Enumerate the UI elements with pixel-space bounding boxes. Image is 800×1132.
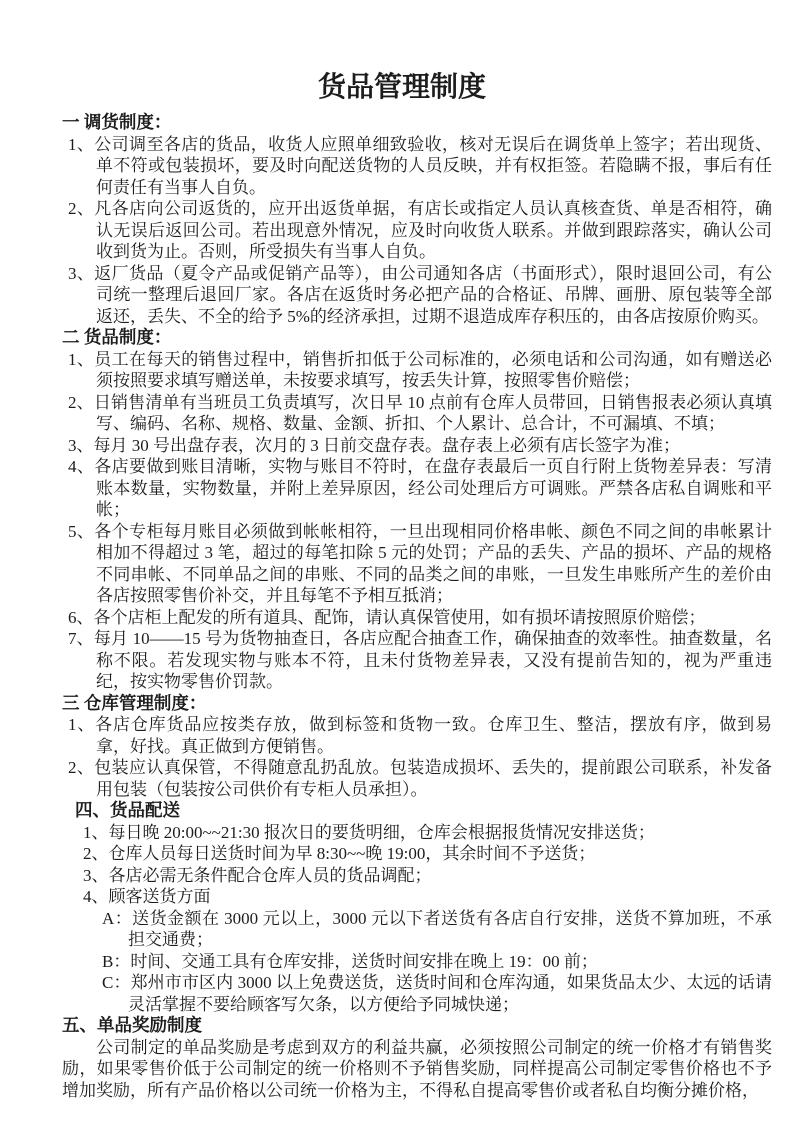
sub-list-item xyxy=(102,972,772,1015)
list-item xyxy=(68,607,772,629)
section-goods-transfer xyxy=(62,112,772,327)
list-item xyxy=(83,843,772,865)
section-heading: 五、单品奖励制度 xyxy=(62,1015,202,1035)
list-item xyxy=(68,198,773,263)
item-text: 返厂货品（夏令产品或促销产品等），由公司通知各店（书面形式），限时退回公司，有公司统一整理后退回厂家。各店在返货时务必把产品的合格证、吊牌、画册、原包装等全部返还，丢失、不全的给予 5%的经济承担，过期不退造成库存积压的，由各店按原价购买。 xyxy=(94,263,773,326)
list-item xyxy=(83,886,772,908)
list-item xyxy=(68,349,773,392)
item-number: 4、 xyxy=(68,457,95,476)
item-text: 包装应认真保管，不得随意乱扔乱放。包装造成损坏、丢失的，提前跟公司联系，补发备用包装（包装按公司供价有专柜人员承担）。 xyxy=(94,758,773,799)
list-item xyxy=(68,456,773,521)
item-text: 仓库人员每日送货时间为早 8:30~~晚 19:00，其余时间不予送货； xyxy=(108,844,596,863)
item-number: 2、 xyxy=(68,392,94,412)
section-heading: 三 仓库管理制度： xyxy=(62,692,207,713)
list-item xyxy=(83,865,772,887)
item-number: 1、 xyxy=(68,715,96,734)
item-text: 各店要做到账目清晰，实物与账目不符时，在盘存表最后一页自行附上货物差异表：写清账本数量，实物数量，并附上差异原因，经公司处理后方可调账。严禁各店私自调账和平帐； xyxy=(94,457,773,519)
item-text: 每月 30 号出盘存表，次月的 3 日前交盘存表。盘存表上必须有店长签字为准； xyxy=(93,435,680,455)
list-item xyxy=(68,757,773,800)
list-item xyxy=(83,822,772,844)
section-single-item-reward xyxy=(62,1015,772,1101)
item-text: 各个店柜上配发的所有道具、配饰，请认真保管使用，如有损坏请按照原价赔偿； xyxy=(93,607,706,627)
item-number: 7、 xyxy=(68,629,94,648)
item-number: 1、 xyxy=(83,822,109,842)
list-item xyxy=(68,435,772,457)
document-title: 货品管理制度 xyxy=(317,72,486,103)
section-heading: 一 调货制度： xyxy=(62,112,172,132)
item-text: 日销售清单有当班员工负责填写，次日早 10 点前有仓库人员带回，日销售报表必须认真填写、编码、名称、规格、数量、金额、折扣、个人累计、总合计，不可漏填、不填； xyxy=(93,392,773,433)
item-text: 各个专柜每月账目必须做到帐帐相符，一旦出现相同价格串帐、颜色不同之间的串帐累计相加不得超过 3 笔，超过的每笔扣除 5 元的处罚；产品的丢失、产品的损坏、产品的规格不同串帐、不同单品之间的串账、不同的品类之间的串账，一旦发生串账所产生的差价由各店按照零售价补交，并且每笔不予相互抵消； xyxy=(94,521,773,605)
item-text: 顾客送货方面 xyxy=(108,887,211,906)
list-item xyxy=(68,263,773,328)
section-warehouse-management xyxy=(62,693,772,801)
closing-paragraph: 公司制定的单品奖励是考虑到双方的利益共赢，必须按照公司制定的统一价格才有销售奖励，如果零售价低于公司制定的统一价格则不予销售奖励，同样提高公司制定零售价格也不予增加奖励，所有产品价格以公司统一价格为主，不得私自提高零售价或者私自均衡分摊价格， xyxy=(62,1037,772,1100)
sub-item-letter: A： xyxy=(102,908,133,928)
item-number: 1、 xyxy=(68,349,95,369)
sub-item-text: 送货金额在 3000 元以上，3000 元以下者送货有各店自行安排，送货不算加班，不承担交通费； xyxy=(128,908,773,949)
sub-item-text: 时间、交通工具有仓库安排，送货时间安排在晚上 19：00 前； xyxy=(130,951,598,971)
sub-item-text: 郑州市市区内 3000 以上免费送货，送货时间和仓库沟通，如果货品太少、太远的话请灵活掌握不要给顾客写欠条，以方便给予同城快递； xyxy=(128,973,772,1014)
document-body xyxy=(62,112,772,1101)
item-text: 员工在每天的销售过程中，销售折扣低于公司标准的，必须电话和公司沟通，如有赠送必须按照要求填写赠送单，未按要求填写，按丢失计算，按照零售价赔偿； xyxy=(94,349,773,390)
item-number: 3、 xyxy=(83,865,109,885)
item-number: 3、 xyxy=(68,263,95,283)
sub-list-item xyxy=(102,908,773,951)
item-number: 2、 xyxy=(83,844,109,863)
list-item xyxy=(68,714,773,757)
sub-list-item xyxy=(102,951,772,973)
sub-item-letter: C： xyxy=(102,973,131,992)
item-text: 各店必需无条件配合仓库人员的货品调配； xyxy=(108,865,432,885)
item-text: 各店仓库货品应按类存放，做到标签和货物一致。仓库卫生、整洁，摆放有序，做到易拿，好找。真正做到方便销售。 xyxy=(95,715,773,756)
section-goods-delivery xyxy=(62,800,772,1015)
item-text: 凡各店向公司返货的，应开出返货单据，有店长或指定人员认真核查货、单是否相符，确认无误后返回公司。若出现意外情况，应及时向收货人联系。并做到跟踪落实，确认公司收到货为止。否则，所受损失有当事人自负。 xyxy=(94,199,773,261)
item-text: 每日晚 20:00~~21:30 报次日的要货明细，仓库会根据报货情况安排送货； xyxy=(108,822,655,842)
list-item xyxy=(68,628,773,693)
sub-item-letter: B： xyxy=(102,951,131,971)
item-number: 3、 xyxy=(68,435,94,455)
list-item xyxy=(68,134,773,199)
item-text: 每月 10——15 号为货物抽查日，各店应配合抽查工作，确保抽查的效率性。抽查数量，名称不限。若发现实物与账本不符，且未付货物差异表，又没有提前告知的，视为严重违纪，按实物零售价罚款。 xyxy=(93,629,773,691)
item-number: 1、 xyxy=(68,134,95,154)
section-heading: 二 货品制度： xyxy=(62,327,172,347)
section-goods-policy xyxy=(62,327,772,693)
list-item xyxy=(68,392,773,435)
item-number: 5、 xyxy=(68,521,95,541)
item-number: 2、 xyxy=(68,758,95,777)
item-text: 公司调至各店的货品，收货人应照单细致验收，核对无误后在调货单上签字；若出现货、单不符或包装损坏，要及时向配送货物的人员反映，并有权拒签。若隐瞒不报，事后有任何责任有当事人自负。 xyxy=(94,134,773,197)
item-number: 4、 xyxy=(83,887,109,906)
list-item xyxy=(68,521,773,607)
item-number: 6、 xyxy=(68,607,94,627)
section-heading: 四、货品配送 xyxy=(75,800,180,820)
item-number: 2、 xyxy=(68,199,95,218)
